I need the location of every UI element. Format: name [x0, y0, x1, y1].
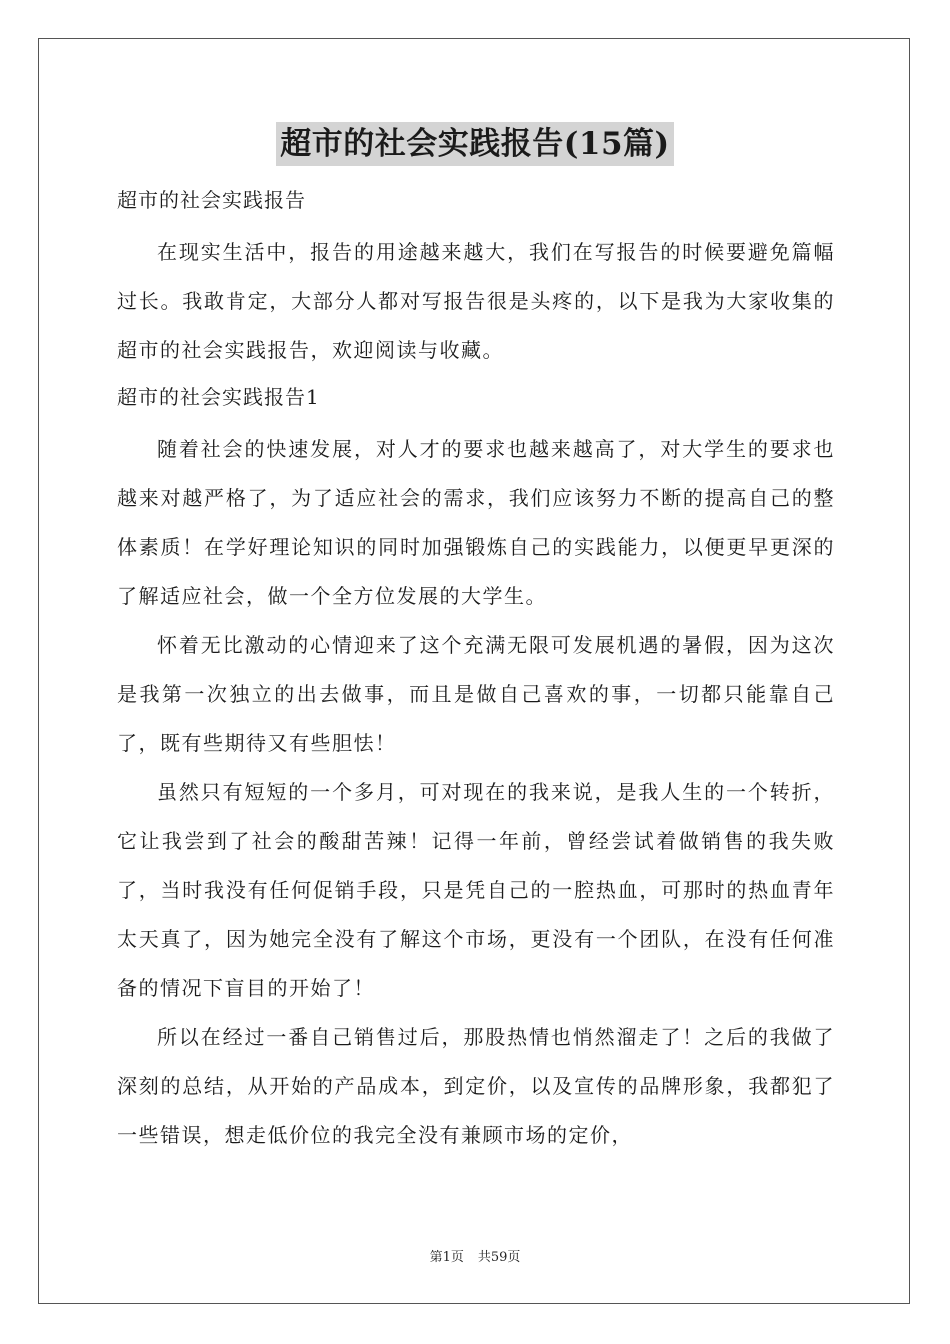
section-heading: 超市的社会实践报告1 [117, 385, 320, 409]
body-paragraph: 虽然只有短短的一个多月，可对现在的我来说，是我人生的一个转折，它让我尝到了社会的酸甜苦辣！记得一年前，曾经尝试着做销售的我失败了，当时我没有任何促销手段，只是凭自己的一腔热血，可那时的热血青年太天真了，因为她完全没有了解这个市场，更没有一个团队，在没有任何准备的情况下盲目的开始了！ [117, 780, 835, 1000]
page-total: 共59页 [477, 1250, 521, 1265]
title-container [0, 122, 950, 166]
document-title: 超市的社会实践报告(15篇) [276, 122, 673, 166]
body-paragraph: 怀着无比激动的心情迎来了这个充满无限可发展机遇的暑假，因为这次是我第一次独立的出去做事，而且是做自己喜欢的事，一切都只能靠自己了，既有些期待又有些胆怯！ [117, 633, 835, 755]
page-footer [0, 1250, 950, 1266]
body-paragraph: 随着社会的快速发展，对人才的要求也越来越高了，对大学生的要求也越来对越严格了，为了适应社会的需求，我们应该努力不断的提高自己的整体素质！在学好理论知识的同时加强锻炼自己的实践能力，以便更早更深的了解适应社会，做一个全方位发展的大学生。 [117, 437, 835, 608]
page-number: 第1页 [429, 1250, 464, 1265]
document-body [117, 178, 835, 1160]
intro-paragraph: 在现实生活中，报告的用途越来越大，我们在写报告的时候要避免篇幅过长。我敢肯定，大部分人都对写报告很是头疼的，以下是我为大家收集的超市的社会实践报告，欢迎阅读与收藏。 [117, 240, 835, 362]
body-paragraph: 所以在经过一番自己销售过后，那股热情也悄然溜走了！之后的我做了深刻的总结，从开始的产品成本，到定价，以及宣传的品牌形象，我都犯了一些错误，想走低价位的我完全没有兼顾市场的定价， [117, 1025, 835, 1147]
document-subtitle: 超市的社会实践报告 [117, 188, 306, 212]
